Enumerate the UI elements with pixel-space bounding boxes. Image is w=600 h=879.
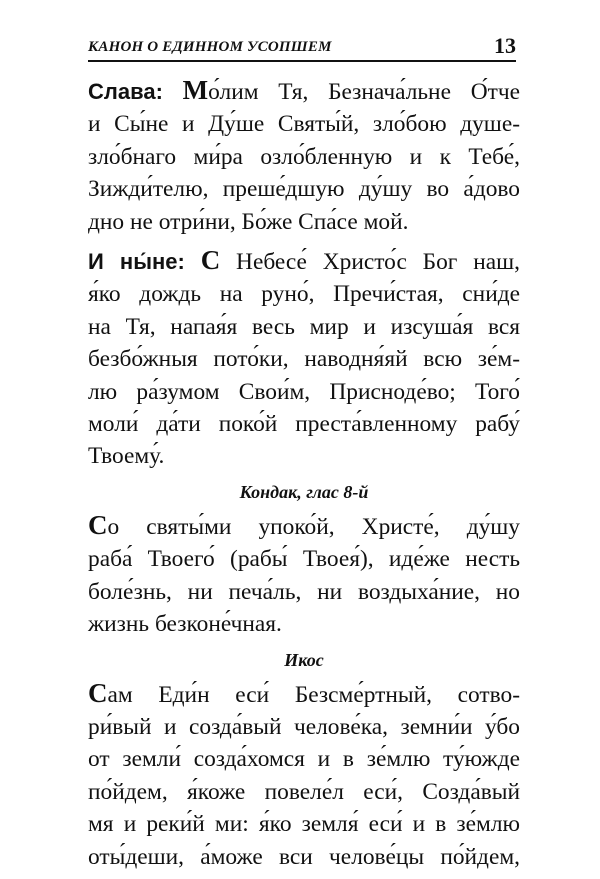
text-line: моли́ да́ти поко́й преста́вленному рабу́	[88, 411, 520, 438]
kondak-heading: Кондак, глас 8-й	[239, 481, 369, 502]
body-text	[88, 74, 520, 879]
text-line-content: ам Еди́н еси́ Безсме́ртный, сотво-	[107, 681, 520, 708]
ikos-heading: Икос	[284, 649, 324, 670]
drop-letter: С	[88, 509, 108, 540]
text-line-content: Небесе́ Христо́с Бог наш,	[220, 249, 520, 276]
text-line: Твоему́.	[88, 443, 165, 470]
text-line: от земли́ созда́хомся и в зе́млю ту́южде	[88, 746, 520, 773]
text-line-content: о святы́ми упоко́й, Христе́, ду́шу	[107, 513, 520, 540]
text-line	[88, 244, 520, 278]
text-line: зло́бнаго ми́ра озло́бленную и к Тебе́,	[88, 143, 520, 170]
text-line-content: о́лим Тя, Безнача́льне О́тче	[208, 79, 520, 105]
text-line: оты́деши, а́може вси челове́цы по́йдем,	[88, 843, 520, 870]
text-line	[88, 677, 520, 711]
text-line: я́ко дождь на руно́, Пречи́стая, сни́де	[88, 281, 520, 308]
i-nyne-lead: И ны́не:	[88, 249, 185, 275]
running-title: КАНОН О ЕДИННОМ УСОПШЕМ	[88, 39, 332, 55]
text-line: лю ра́зумом Свои́м, Присноде́во; Того́	[88, 378, 520, 405]
text-line: ри́вый и созда́вый челове́ка, земни́и у́бо	[88, 713, 520, 740]
text-line: и Сы́не и Ду́ше Святы́й, зло́бою душе-	[88, 111, 520, 138]
slava-lead: Слава:	[88, 79, 163, 104]
text-line: на Тя, напая́я весь мир и изсуша́я вся	[88, 313, 520, 340]
text-line	[88, 509, 520, 543]
drop-letter: С	[200, 245, 221, 276]
drop-letter: С	[88, 677, 108, 708]
drop-letter: М	[182, 75, 209, 105]
text-line: безбо́жныя пото́ки, наводня́яй всю зе́м-	[88, 346, 520, 373]
text-line: мя и реки́й ми: я́ко земля́ еси́ и в зе́млю	[88, 811, 520, 838]
text-line: боле́знь, ни печа́ль, ни воздыха́ние, но	[88, 578, 520, 605]
kondak-paragraph	[88, 509, 520, 641]
text-line: дно не отри́ни, Бо́же Спа́се мой.	[88, 208, 409, 235]
text-line: жизнь безконе́чная.	[88, 611, 282, 638]
slava-paragraph	[88, 74, 520, 238]
page-header	[88, 30, 516, 62]
text-line	[88, 74, 520, 108]
text-line: по́йдем, я́коже повеле́л еси́, Созда́вый	[88, 778, 520, 805]
ikos-paragraph	[88, 677, 520, 873]
i-nyne-paragraph	[88, 244, 520, 473]
page-number: 13	[494, 33, 516, 58]
text-line: раба́ Твоего́ (рабы́ Твоея́), иде́же несть	[88, 546, 520, 573]
text-line: Зижди́телю, преше́дшую ду́шу во а́дово	[88, 176, 520, 203]
